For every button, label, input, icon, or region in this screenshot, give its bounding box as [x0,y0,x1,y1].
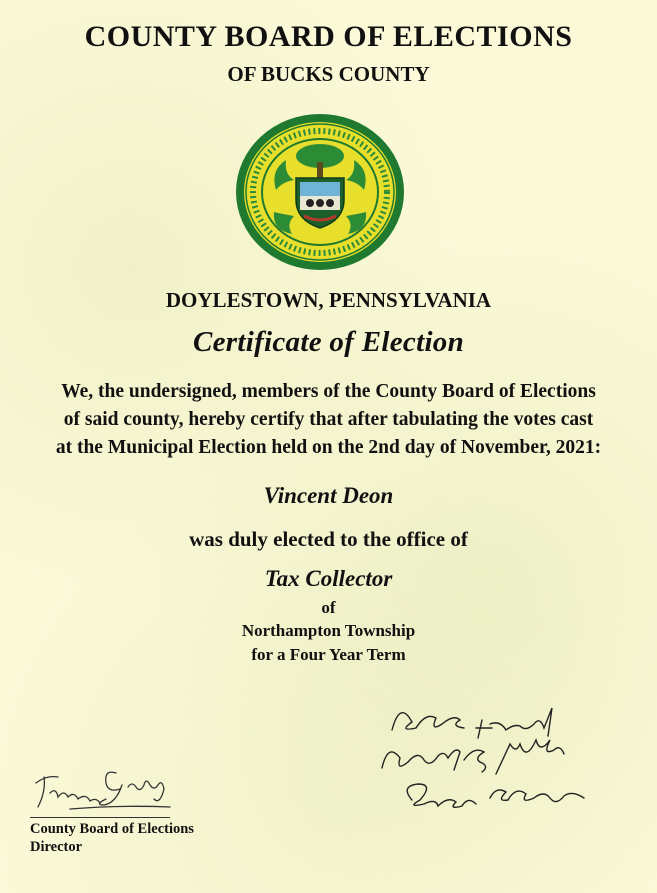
candidate-name: Vincent Deon [263,483,394,508]
certificate-heading: COUNTY BOARD OF ELECTIONS [84,20,573,53]
location-heading: DOYLESTOWN, PENNSYLVANIA [165,288,492,312]
certification-line-1: We, the undersigned, members of the County Board of Elections [61,381,596,402]
director-signature [30,763,180,815]
board-member-signatures [372,690,602,830]
office-title: Tax Collector [264,566,393,591]
director-block [30,820,194,856]
director-line-1: County Board of Elections [30,821,194,837]
term-length: for a Four Year Term [251,645,406,664]
certification-line-3: at the Municipal Election held on the 2nd day of November, 2021: [55,437,602,458]
of-connector: of [321,598,336,617]
elected-statement: was duly elected to the office of [189,527,468,551]
municipality-name: Northampton Township [241,621,416,640]
signature-rule [30,817,170,818]
certificate-title: Certificate of Election [192,326,465,358]
county-seal-icon [234,112,406,272]
certificate-subheading: OF BUCKS COUNTY [227,62,430,86]
director-line-2: Director [30,839,83,855]
certification-line-2: of said county, hereby certify that after tabulating the votes cast [63,409,594,430]
